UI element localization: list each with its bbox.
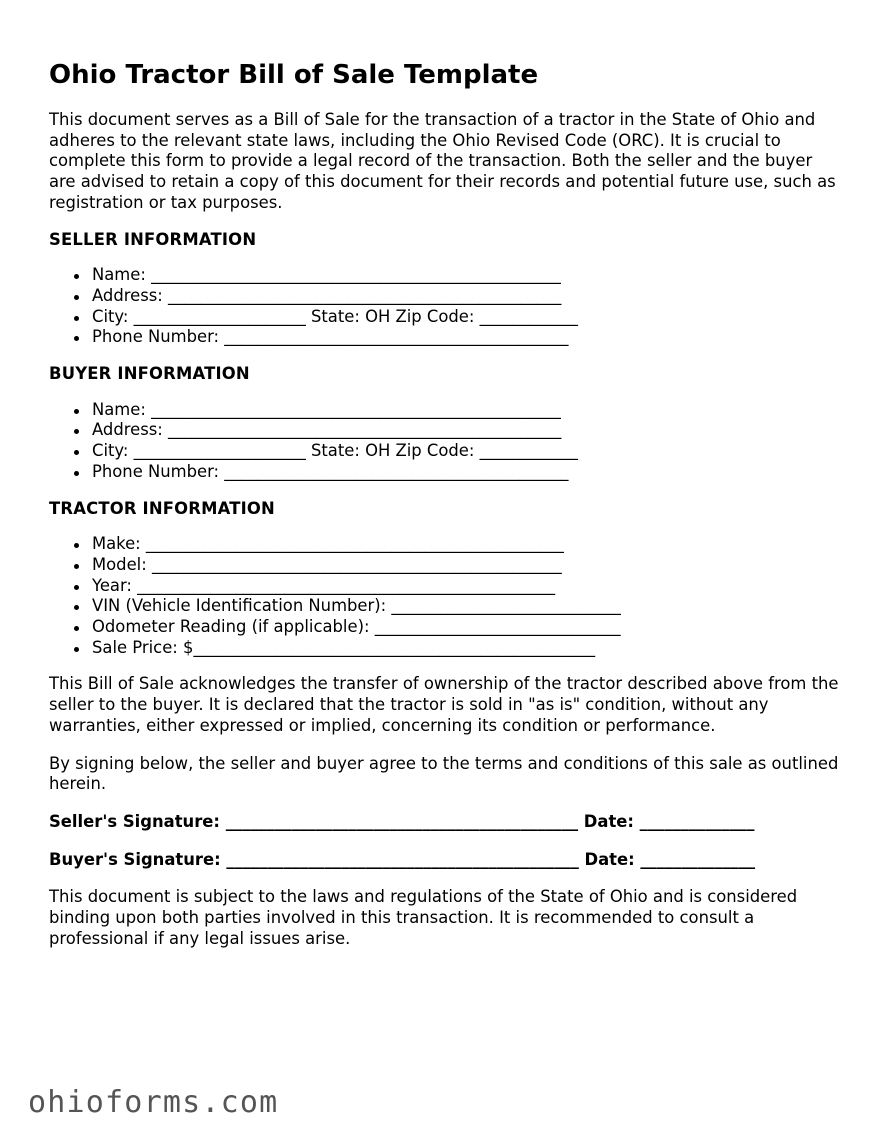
seller-address-field: Address: ________________________________________________ [92,286,839,307]
buyer-name-field: Name: __________________________________________________ [92,400,839,421]
buyer-city-field: City: _____________________ State: OH Zip Code: ____________ [92,441,839,462]
transfer-paragraph: This Bill of Sale acknowledges the transfer of ownership of the tractor described above from the seller to the buyer. It is declared that the tractor is sold in "as is" condition, without any warranties, either expressed or implied, concerning its condition or performance. [49,674,839,735]
closing-paragraph: This document is subject to the laws and regulations of the State of Ohio and is considered binding upon both parties involved in this transaction. It is recommended to consult a professional if any legal issues arise. [49,887,798,948]
seller-city-field: City: _____________________ State: OH Zip Code: ____________ [92,307,839,328]
intro-paragraph: This document serves as a Bill of Sale for the transaction of a tractor in the State of Ohio and adheres to the relevant state laws, including the Ohio Revised Code (ORC). It is crucial to complete this form to provide a legal record of the transaction. Both the seller and the buyer are advised to retain a copy of this document for their records and potential future use, such as registration or tax purposes. [49,110,836,212]
tractor-list [49,534,839,658]
seller-phone-field: Phone Number: __________________________________________ [92,327,839,348]
buyer-signature-text: Buyer's Signature: ___________________________________________ Date: ______________ [49,849,756,869]
seller-name-field: Name: __________________________________________________ [92,265,839,286]
tractor-make-field: Make: ___________________________________________________ [92,534,839,555]
tractor-year-field: Year: ___________________________________________________ [92,576,839,597]
document-title: Ohio Tractor Bill of Sale Template [49,60,539,90]
buyer-phone-field: Phone Number: __________________________________________ [92,462,839,483]
buyer-heading: BUYER INFORMATION [49,364,250,384]
site-watermark: ohioforms.com [28,1085,279,1120]
tractor-vin-field: VIN (Vehicle Identification Number): ____________________________ [92,596,839,617]
tractor-odometer-field: Odometer Reading (if applicable): ______________________________ [92,617,839,638]
tractor-model-field: Model: __________________________________________________ [92,555,839,576]
seller-signature-line [49,812,839,833]
agree-paragraph: By signing below, the seller and buyer agree to the terms and conditions of this sale as outlined herein. [49,753,839,794]
tractor-price-field: Sale Price: $_________________________________________________ [92,638,839,659]
seller-heading: SELLER INFORMATION [49,229,257,249]
tractor-heading: TRACTOR INFORMATION [49,498,275,518]
buyer-address-field: Address: ________________________________________________ [92,420,839,441]
buyer-list [49,400,839,483]
seller-signature-text: Seller's Signature: ___________________________________________ Date: ______________ [49,811,755,831]
seller-list [49,265,839,348]
document-page [49,58,839,950]
buyer-signature-line [49,850,839,871]
